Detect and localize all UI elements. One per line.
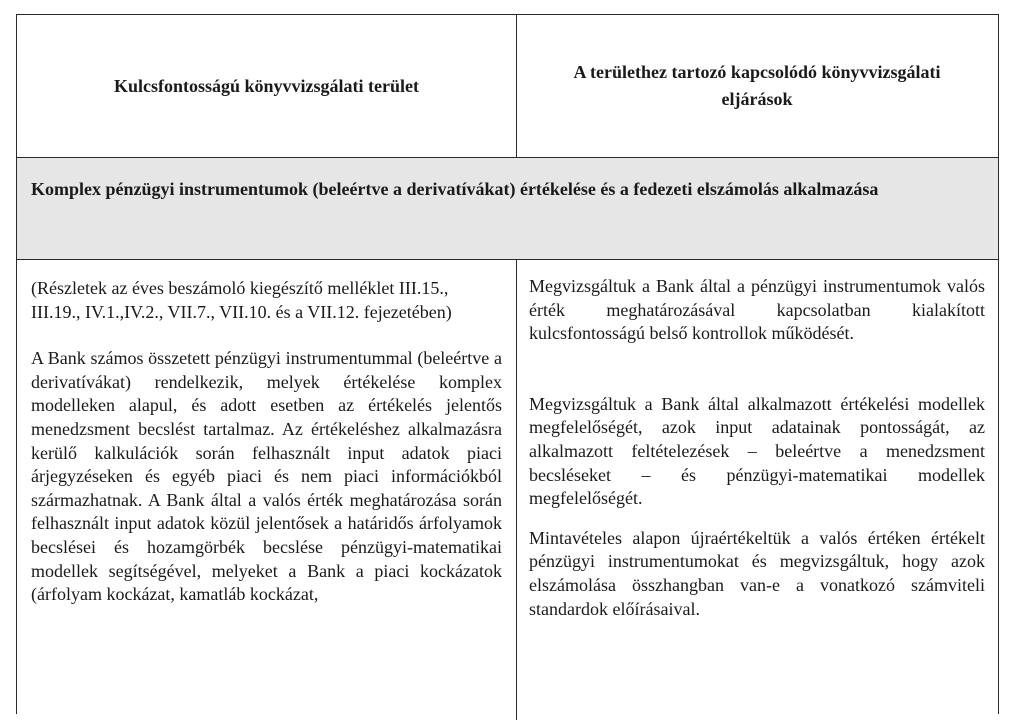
header-audit-procedures-text: A területhez tartozó kapcsolódó könyvvizsgálati eljárások bbox=[573, 62, 941, 109]
section-title-row bbox=[17, 158, 998, 260]
procedure-paragraph-3: Mintavételes alapon újraértékeltük a valós értéken értékelt pénzügyi instrumentumokat és megvizsgáltuk, hogy azok elszámolása összhangban van-e a vonatkozó számviteli standardok előírásaival. bbox=[529, 527, 985, 619]
disclosure-reference: (Részletek az éves beszámoló kiegészítő melléklet III.15., III.19., IV.1.,IV.2., VII.7., VII.10. és a VII.12. fejezetében) bbox=[31, 278, 452, 322]
procedure-paragraph-2: Megvizsgáltuk a Bank által alkalmazott értékelési modellek megfelelőségét, azok input adatainak pontosságát, az alkalmazott feltételezések – beleértve a menedzsment becsléseket – és pénzügyi-matematikai modellek megfelelőségét. bbox=[529, 393, 985, 509]
procedure-paragraph-1: Megvizsgáltuk a Bank által a pénzügyi instrumentumok valós érték meghatározásával kapcsolatban kialakított kulcsfontosságú belső kontrollok működését. bbox=[529, 276, 985, 344]
header-key-audit-matter-text: Kulcsfontosságú könyvvizsgálati terület bbox=[113, 75, 419, 96]
key-audit-matter-cell bbox=[17, 260, 517, 720]
table-header-row bbox=[17, 15, 998, 158]
audit-matters-table bbox=[16, 14, 999, 714]
audit-procedures-cell bbox=[517, 260, 997, 720]
key-audit-matter-description: A Bank számos összetett pénzügyi instrumentummal (beleértve a derivatívákat) rendelkezik, melyek értékelése komplex modelleken alapul, és adott esetben az értékelés jelentős menedzsment becslést tartalmaz. Az értékeléshez alkalmazásra kerülő kalkulációk során felhasznált input adatok piaci árjegyzéseken és egyéb piaci és nem piaci információkból származhatnak. A Bank által a valós érték meghatározása során felhasznált input adatok közül jelentősek a határidős árfolyamok becslései és hozamgörbék becslése pénzügyi-matematikai modellek segítségével, melyeket a Bank a piaci kockázatok (árfolyam kockázat, kamatláb kockázat, bbox=[31, 348, 502, 605]
section-title: Komplex pénzügyi instrumentumok (beleértve a derivatívákat) értékelése és a fedezeti elszámolás alkalmazása bbox=[31, 179, 879, 199]
header-key-audit-matter bbox=[17, 15, 517, 157]
table-body-row bbox=[17, 260, 998, 720]
header-audit-procedures bbox=[517, 15, 997, 157]
